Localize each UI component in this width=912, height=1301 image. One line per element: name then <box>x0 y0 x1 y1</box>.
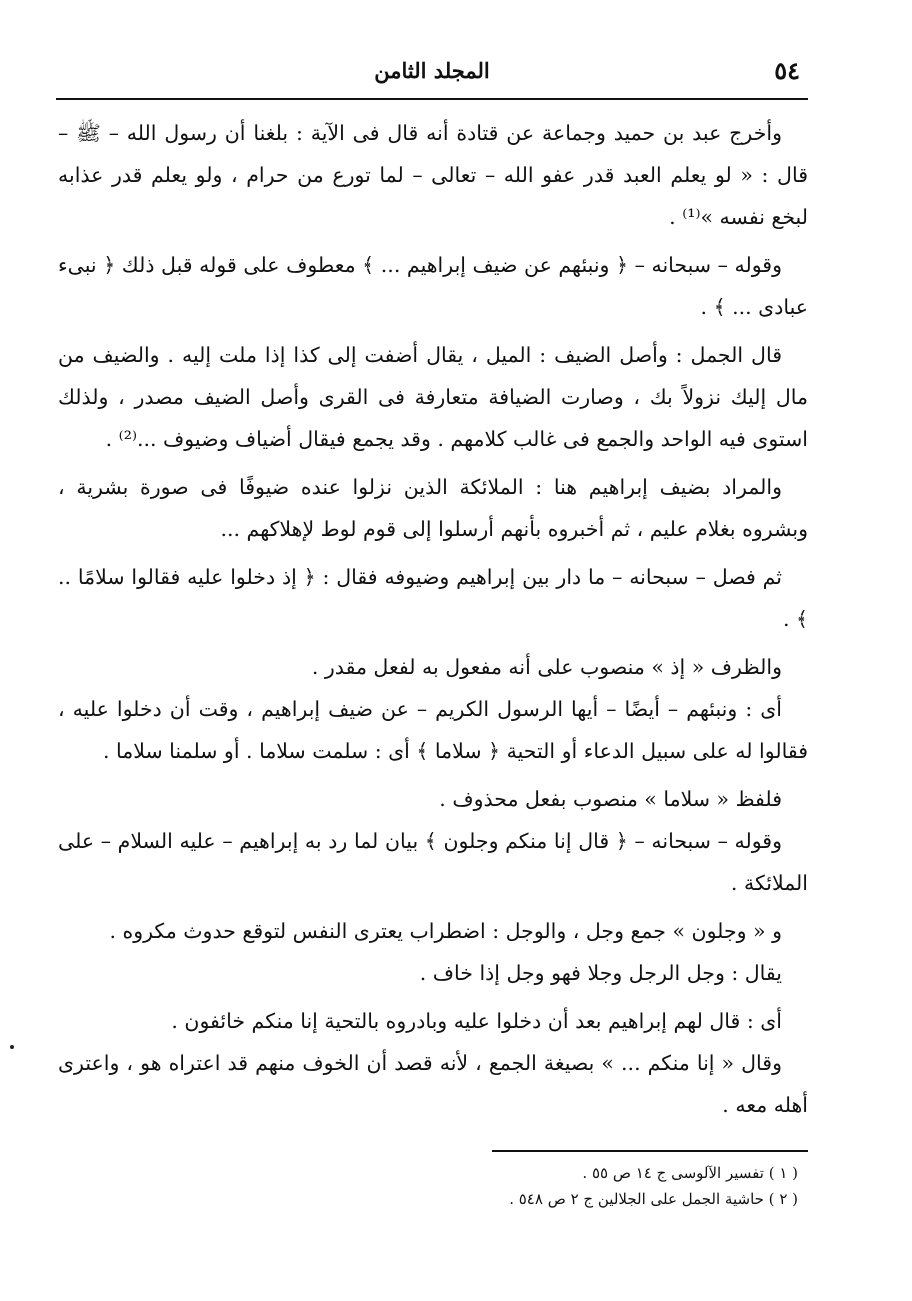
footnotes <box>58 1160 798 1212</box>
paragraph-6: والظرف « إذ » منصوب على أنه مفعول به لفعل مقدر . <box>311 655 782 679</box>
paragraph-7: أى : ونبئهم – أيضًا – أيها الرسول الكريم – عن ضيف إبراهيم ، وقت أن دخلوا عليه ، فقالوا له على سبيل الدعاء أو التحية ﴿ سلاما ﴾ أى : سلمت سلاما . أو سلمنا سلاما . <box>58 697 808 763</box>
page-number: ٥٤ <box>774 56 800 85</box>
paragraph-2: وقوله – سبحانه – ﴿ ونبئهم عن ضيف إبراهيم ... ﴾ معطوف على قوله قبل ذلك ﴿ نبىء عبادى ... ﴾ . <box>58 253 808 319</box>
paragraph-5: ثم فصل – سبحانه – ما دار بين إبراهيم وضيوفه فقال : ﴿ إذ دخلوا عليه فقالوا سلامًا .. ﴾ . <box>58 565 808 631</box>
running-title: المجلد الثامن <box>374 58 490 83</box>
footnote-divider <box>492 1150 808 1152</box>
paragraph-4: والمراد بضيف إبراهيم هنا : الملائكة الذين نزلوا عنده ضيوفًا فى صورة بشرية ، وبشروه بغلام عليم ، ثم أخبروه بأنهم أرسلوا إلى قوم لوط لإهلاكهم ... <box>58 475 808 541</box>
paragraph-12: أى : قال لهم إبراهيم بعد أن دخلوا عليه وبادروه بالتحية إنا منكم خائفون . <box>171 1009 782 1033</box>
header-divider <box>56 98 808 100</box>
paragraph-13: وقال « إنا منكم ... » بصيغة الجمع ، لأنه قصد أن الخوف منهم قد اعتراه هو ، واعترى أهله معه . <box>58 1051 808 1117</box>
paragraph-8: فلفظ « سلاما » منصوب بفعل محذوف . <box>439 787 782 811</box>
paragraph-10: و « وجلون » جمع وجل ، والوجل : اضطراب يعترى النفس لتوقع حدوث مكروه . <box>109 919 782 943</box>
paragraph-11: يقال : وجل الرجل وجلا فهو وجل إذا خاف . <box>419 961 782 985</box>
page-header <box>56 56 808 92</box>
footnote-2: ( ٢ ) حاشية الجمل على الجلالين ج ٢ ص ٥٤٨ . <box>509 1190 798 1208</box>
scan-speck <box>10 1045 14 1049</box>
paragraph-9: وقوله – سبحانه – ﴿ قال إنا منكم وجلون ﴾ بيان لما رد به إبراهيم – عليه السلام – على الملائكة . <box>58 829 808 895</box>
paragraph-3: قال الجمل : وأصل الضيف : الميل ، يقال أضفت إلى كذا إذا ملت إليه . والضيف من مال إليك نزولاً بك ، وصارت الضيافة متعارفة فى القرى وأصل الضيف مصدر ، ولذلك استوى فيه الواحد والجمع فى غالب كلامهم . وقد يجمع فيقال أضياف وضيوف ...⁽²⁾ . <box>58 343 808 451</box>
paragraph-1: وأخرج عبد بن حميد وجماعة عن قتادة أنه قال فى الآية : بلغنا أن رسول الله – ﷺ – قال : « لو يعلم العبد قدر عفو الله – تعالى – لما تورع من حرام ، ولو يعلم قدر عذابه لبخع نفسه »⁽¹⁾ . <box>58 121 808 229</box>
footnote-1: ( ١ ) تفسير الآلوسى ج ١٤ ص ٥٥ . <box>582 1164 798 1182</box>
main-text <box>58 112 808 1126</box>
